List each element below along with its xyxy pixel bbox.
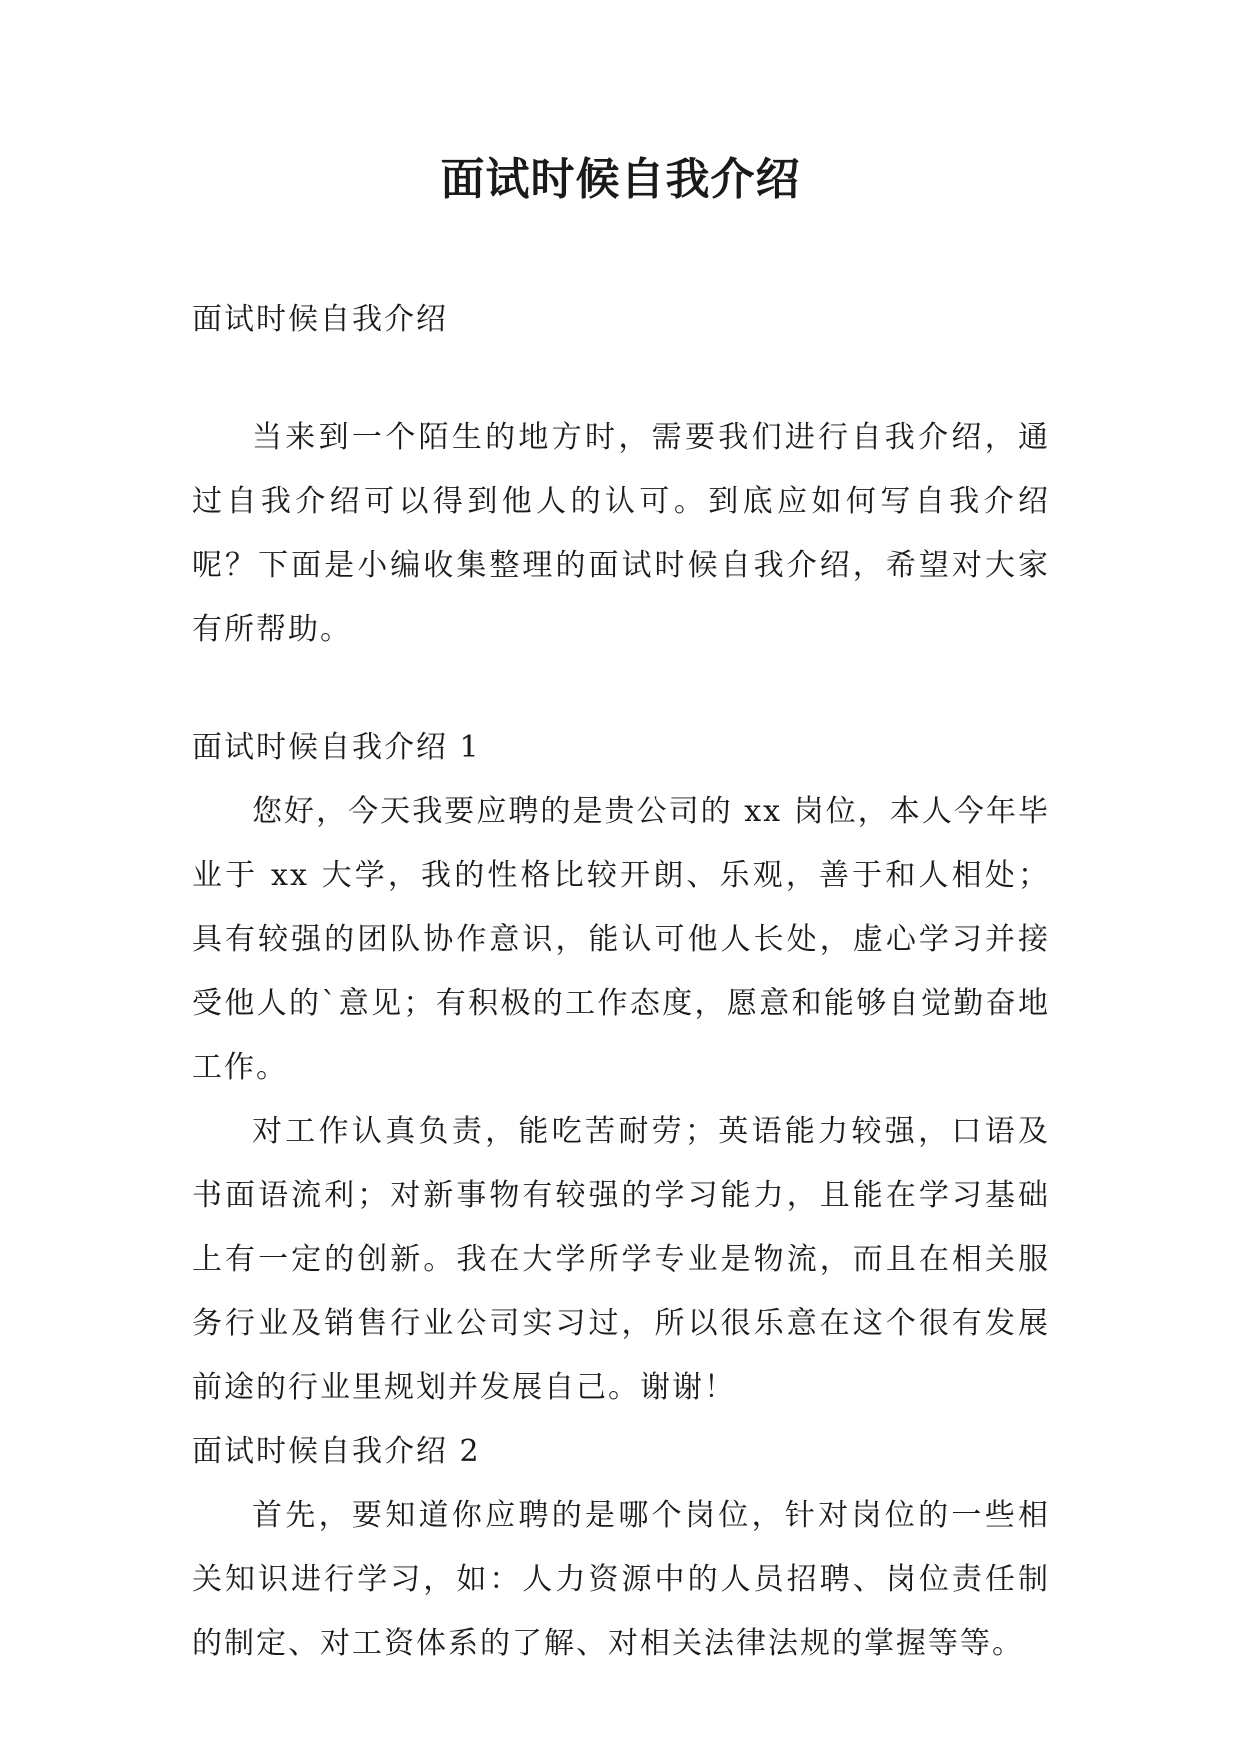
section-paragraph: 对工作认真负责，能吃苦耐劳；英语能力较强，口语及书面语流利；对新事物有较强的学习能力，且能在学习基础上有一定的创新。我在大学所学专业是物流，而且在相关服务行业及销售行业公司实习过，所以很乐意在这个很有发展前途的行业里规划并发展自己。谢谢！ [192,1114,1050,1405]
intro-paragraph: 当来到一个陌生的地方时，需要我们进行自我介绍，通过自我介绍可以得到他人的认可。到底应如何写自我介绍呢？下面是小编收集整理的面试时候自我介绍，希望对大家有所帮助。 [192,420,1050,647]
section-paragraph: 首先，要知道你应聘的是哪个岗位，针对岗位的一些相关知识进行学习，如：人力资源中的人员招聘、岗位责任制的制定、对工资体系的了解、对相关法律法规的掌握等等。 [192,1498,1050,1661]
spacer [192,662,1050,716]
section-paragraph: 您好，今天我要应聘的是贵公司的 xx 岗位，本人今年毕业于 xx 大学，我的性格比较开朗、乐观，善于和人相处；具有较强的团队协作意识，能认可他人长处，虚心学习并接受他人的`意见；有积极的工作态度，愿意和能够自觉勤奋地工作。 [192,794,1050,1085]
page-title: 面试时候自我介绍 [440,154,801,205]
section-heading: 面试时候自我介绍 1 [192,730,481,765]
spacer [192,352,1050,406]
section-heading: 面试时候自我介绍 2 [192,1434,481,1469]
document-subtitle: 面试时候自我介绍 [192,302,448,337]
document-body [192,288,1050,1676]
